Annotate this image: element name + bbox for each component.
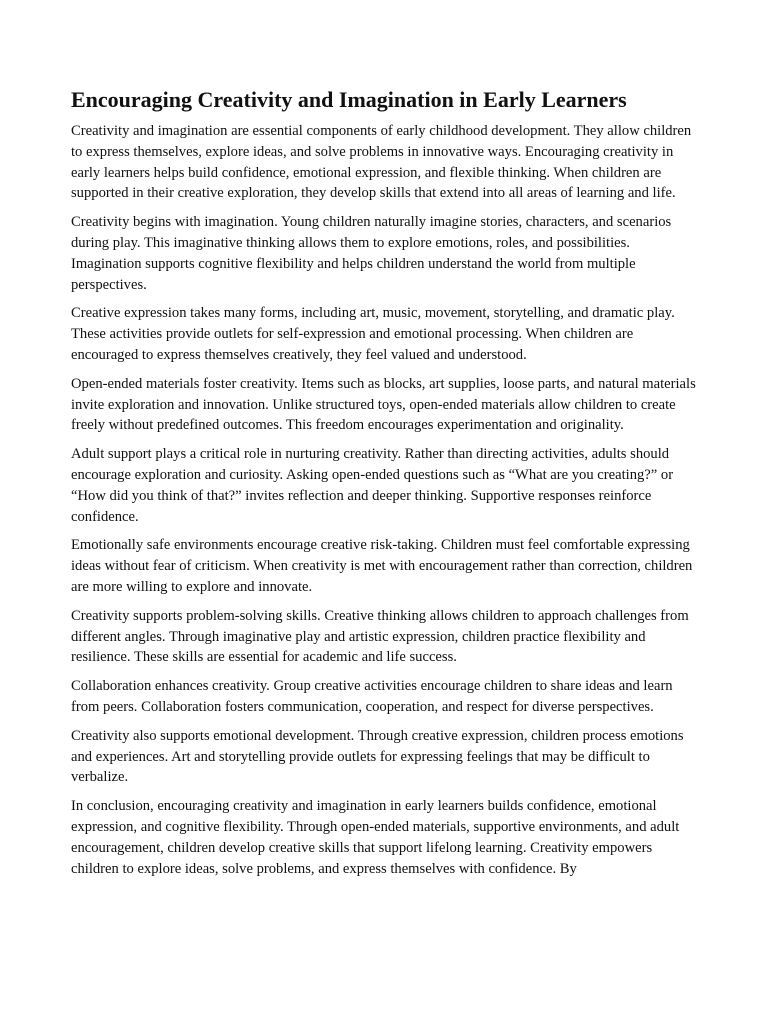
paragraph-6: Emotionally safe environments encourage creative risk-taking. Children must feel comfortable expressing ideas without fear of criticism. When creativity is met with encouragement rather than correction, children are more willing to explore and innovate.	[71, 537, 693, 595]
document-title: Encouraging Creativity and Imagination in Early Learners	[71, 87, 627, 112]
paragraph-7: Creativity supports problem-solving skills. Creative thinking allows children to approach challenges from different angles. Through imaginative play and artistic expression, children practice flexibility and resilience. These skills are essential for academic and life success.	[71, 607, 689, 666]
paragraph-2: Creativity begins with imagination. Young children naturally imagine stories, characters, and scenarios during play. This imaginative thinking allows them to explore emotions, roles, and possibilities. Imagination supports cognitive flexibility and helps children understand the world from multiple perspectives.	[71, 214, 672, 293]
paragraph-3: Creative expression takes many forms, including art, music, movement, storytelling, and dramatic play. These activities provide outlets for self-expression and emotional processing. When children are encouraged to express themselves creatively, they feel valued and understood.	[71, 305, 675, 363]
document-page	[71, 86, 697, 887]
paragraph-1: Creativity and imagination are essential components of early childhood development. They allow children to express themselves, explore ideas, and solve problems in innovative ways. Encouraging creativity in early learners helps build confidence, emotional expression, and flexible thinking. When children are supported in their creative exploration, they develop skills that extend into all areas of learning and life.	[71, 123, 692, 202]
paragraph-8: Collaboration enhances creativity. Group creative activities encourage children to share ideas and learn from peers. Collaboration fosters communication, cooperation, and respect for diverse perspectives.	[71, 678, 673, 715]
paragraph-5: Adult support plays a critical role in nurturing creativity. Rather than directing activities, adults should encourage exploration and curiosity. Asking open-ended questions such as “What are you creating?” or “How did you think of that?” invites reflection and deeper thinking. Supportive responses reinforce confidence.	[71, 446, 674, 525]
paragraph-4: Open-ended materials foster creativity. Items such as blocks, art supplies, loose parts, and natural materials invite exploration and innovation. Unlike structured toys, open-ended materials allow children to create freely without predefined outcomes. This freedom encourages experimentation and originality.	[71, 375, 696, 434]
paragraph-9: Creativity also supports emotional development. Through creative expression, children process emotions and experiences. Art and storytelling provide outlets for expressing feelings that may be difficult to verbalize.	[71, 727, 684, 786]
paragraph-10: In conclusion, encouraging creativity and imagination in early learners builds confidence, emotional expression, and cognitive flexibility. Through open-ended materials, supportive environments, and adult encouragement, children develop creative skills that support lifelong learning. Creativity empowers children to explore ideas, solve problems, and express themselves with confidence. By	[71, 798, 680, 877]
